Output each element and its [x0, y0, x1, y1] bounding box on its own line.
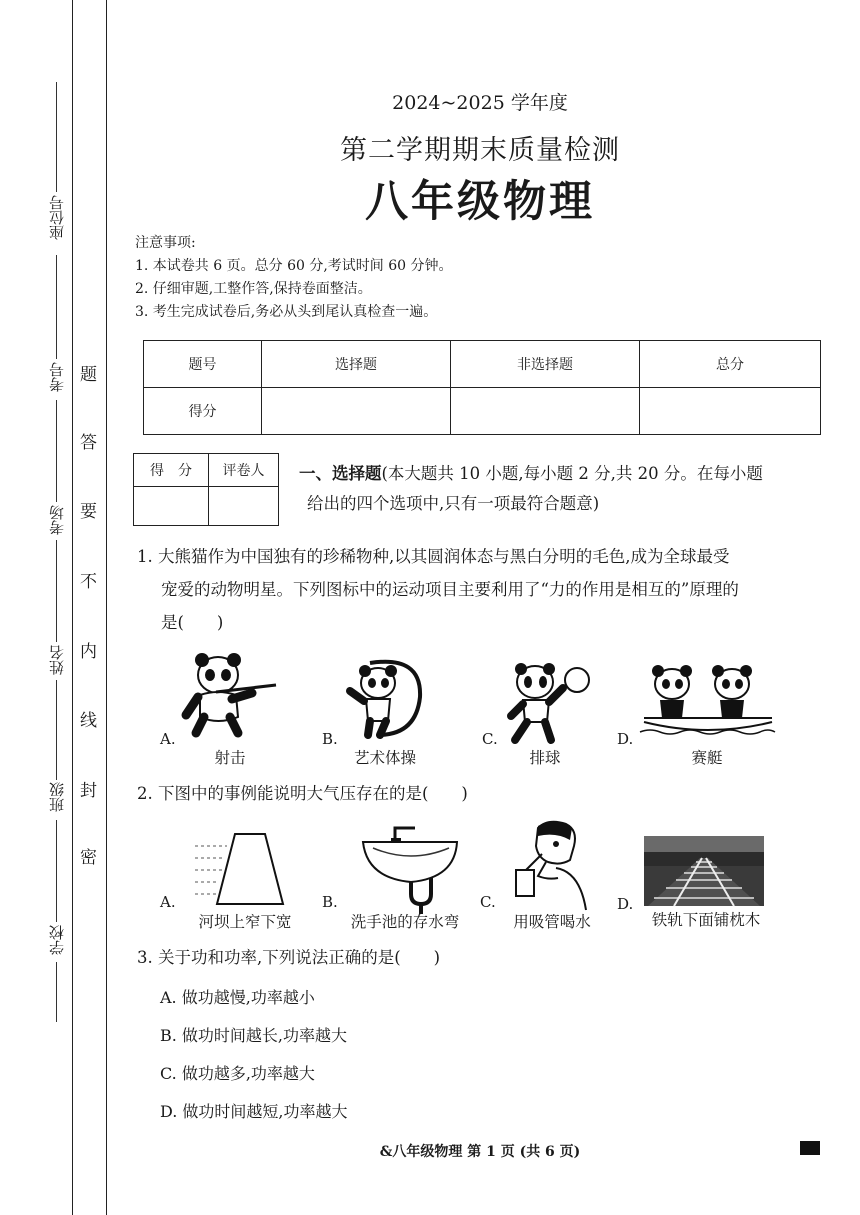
- grader-score-label: 得 分: [134, 454, 209, 487]
- q3-choice: C. 做功越多,功率越大: [160, 1064, 315, 1083]
- score-header-number: 题号: [144, 341, 262, 388]
- exam-number-blank: [56, 255, 57, 359]
- grader-score-cell[interactable]: [134, 487, 209, 526]
- panda-rowing-icon: [640, 662, 775, 740]
- score-header-total: 总分: [640, 341, 821, 388]
- notes-block: [135, 232, 453, 324]
- railway-sleepers-photo: [644, 836, 764, 906]
- school-label: 学校: [48, 925, 66, 955]
- score-header-choice: 选择题: [262, 341, 451, 388]
- score-cell-nonchoice[interactable]: [451, 388, 640, 435]
- seal-char: 封: [80, 781, 97, 801]
- q1-caption: 赛艇: [691, 749, 723, 767]
- grader-name-label: 评卷人: [209, 454, 279, 487]
- corner-marker: [800, 1141, 820, 1155]
- score-row-label: 得分: [144, 388, 262, 435]
- q1-option-letter: A.: [160, 730, 176, 748]
- q2-caption: 用吸管喝水: [513, 913, 591, 931]
- q1-caption: 射击: [214, 749, 246, 767]
- q1-caption: 艺术体操: [353, 749, 416, 767]
- q3-choice: D. 做功时间越短,功率越大: [160, 1102, 348, 1121]
- section-title: 一、选择题: [299, 464, 382, 483]
- seal-char: 题: [80, 365, 97, 385]
- seal-char: 不: [80, 572, 97, 592]
- panda-volleyball-icon: [505, 660, 595, 742]
- panda-gymnastics-icon: [340, 655, 430, 737]
- grader-table: [133, 453, 279, 526]
- note-item: 2. 仔细审题,工整作答,保持卷面整洁。: [135, 281, 372, 297]
- q1-option-letter: D.: [617, 730, 634, 748]
- page-footer: &八年级物理 第 1 页 (共 6 页): [379, 1144, 581, 1160]
- q2-option-letter: C.: [480, 893, 496, 911]
- straw-drinking-diagram: [508, 818, 588, 910]
- name-blank: [56, 540, 57, 642]
- seal-char: 密: [80, 848, 97, 868]
- q2-caption: 铁轨下面铺枕木: [651, 911, 761, 929]
- q2-caption: 洗手池的存水弯: [350, 913, 460, 931]
- q1-line: 宠爱的动物明星。下列图标中的运动项目主要利用了“力的作用是相互的”原理的: [161, 580, 739, 599]
- exam-subtitle: 第二学期期末质量检测: [340, 135, 620, 166]
- question-3: 3. 关于功和功率,下列说法正确的是( ): [137, 948, 441, 967]
- q1-line: 1. 大熊猫作为中国独有的珍稀物种,以其圆润体态与黑白分明的毛色,成为全球最受: [137, 547, 730, 566]
- note-item: 3. 考生完成试卷后,务必从头到尾认真检查一遍。: [135, 304, 438, 320]
- seat-number-label: 座位号: [48, 195, 66, 240]
- q3-choice: B. 做功时间越长,功率越大: [160, 1026, 348, 1045]
- seal-char: 要: [80, 502, 97, 522]
- q2-option-letter: A.: [160, 893, 176, 911]
- grader-name-cell[interactable]: [209, 487, 279, 526]
- exam-room-blank: [56, 400, 57, 502]
- score-table: [143, 340, 821, 435]
- question-1: [137, 540, 827, 639]
- section-desc-2: 给出的四个选项中,只有一项最符合题意): [307, 494, 600, 513]
- q2-option-letter: B.: [322, 893, 338, 911]
- q1-option-letter: C.: [482, 730, 498, 748]
- score-header-nonchoice: 非选择题: [451, 341, 640, 388]
- class-blank: [56, 680, 57, 780]
- exam-number-label: 考号: [48, 362, 66, 392]
- school-blank: [56, 820, 57, 922]
- bottom-blank: [56, 962, 57, 1022]
- q1-caption: 排球: [529, 749, 561, 767]
- panda-shooting-icon: [180, 655, 280, 737]
- section-desc: (本大题共 10 小题,每小题 2 分,共 20 分。在每小题: [381, 464, 763, 483]
- notes-heading: 注意事项:: [135, 235, 196, 251]
- q1-line: 是( ): [161, 613, 224, 632]
- q1-option-letter: B.: [322, 730, 338, 748]
- exam-title: 八年级物理: [365, 177, 595, 227]
- q3-choice: A. 做功越慢,功率越小: [160, 988, 315, 1007]
- score-cell-total[interactable]: [640, 388, 821, 435]
- school-year: 2024~2025 学年度: [392, 92, 568, 114]
- score-cell-choice[interactable]: [262, 388, 451, 435]
- sink-trap-diagram: [355, 822, 465, 914]
- exam-room-label: 考场: [48, 505, 66, 535]
- class-label: 班级: [48, 782, 66, 812]
- note-item: 1. 本试卷共 6 页。总分 60 分,考试时间 60 分钟。: [135, 258, 453, 274]
- dam-diagram: [195, 828, 290, 906]
- q2-option-letter: D.: [617, 895, 634, 913]
- name-label: 姓名: [48, 645, 66, 675]
- question-2: 2. 下图中的事例能说明大气压存在的是( ): [137, 784, 468, 803]
- seal-char: 线: [80, 711, 97, 731]
- section-heading: [299, 459, 819, 519]
- seal-char: 答: [80, 433, 97, 453]
- seal-char: 内: [80, 642, 97, 662]
- q2-caption: 河坝上窄下宽: [198, 913, 292, 931]
